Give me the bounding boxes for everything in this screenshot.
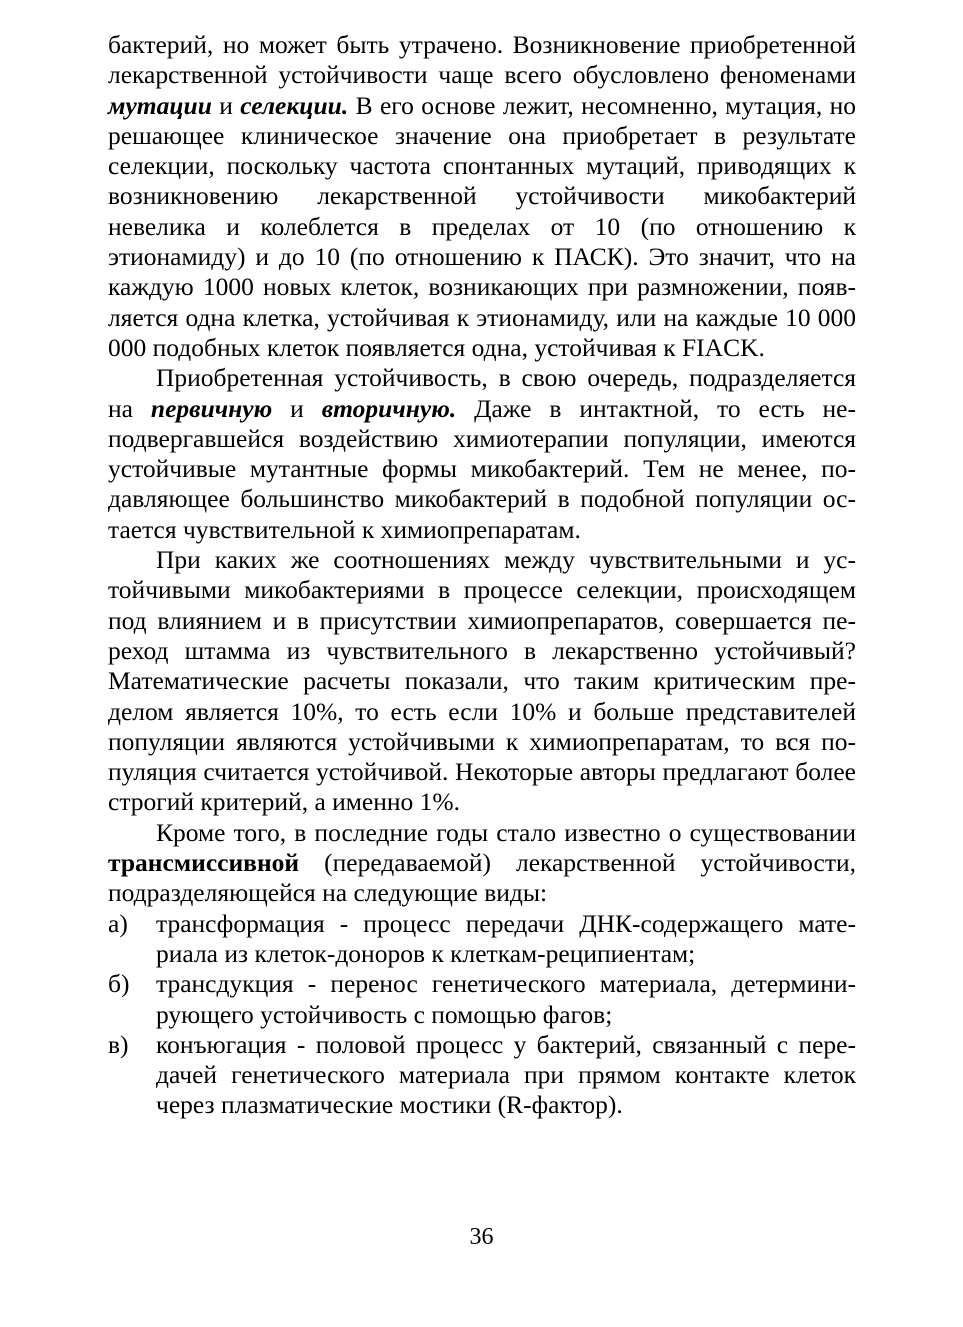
emphasis-term-selection: селекции. <box>240 90 349 120</box>
resistance-types-list <box>108 909 856 1121</box>
list-item <box>108 1030 856 1121</box>
list-item <box>108 969 856 1030</box>
emphasis-term-mutation: мутации <box>108 90 212 120</box>
paragraph-4 <box>108 818 856 909</box>
text-run: и <box>211 90 241 120</box>
text-run: Приобретенная устойчивость, в свою очередь, подразделяется на <box>108 363 856 423</box>
page-body <box>108 30 856 1121</box>
page-number: 36 <box>469 1224 494 1250</box>
text-run: Кроме того, в последние годы стало известно о существовании <box>156 817 856 847</box>
paragraph-3 <box>108 545 856 818</box>
body-text <box>108 30 856 1121</box>
paragraph-1 <box>108 30 856 363</box>
list-marker: б) <box>108 969 130 999</box>
text-run: Даже в интактной, то есть неподвергавшейся воздействию химиотерапии популяции, имеются устойчивые мутантные формы микобактерий. Тем не менее, подавляющее большинство микобактерий в подобной популяции остается чувствительной к химиопрепаратам. <box>108 393 856 544</box>
list-marker: в) <box>108 1029 129 1059</box>
emphasis-term-primary: первичную <box>150 393 273 423</box>
text-run: В его основе лежит, несомненно, мутация, но решающее клиническое значение она приобретает в результате селекции, поскольку частота спонтанных мутаций, приводящих к возникновению лекарственной устойчивости микобактерий невелика и колеблется в пределах от 10 (по отношению к этионамиду) и до 10 (по отношению к ПАСК). Это значит, что на каждую 1000 новых клеток, возникающих при размножении, появляется одна клетка, устойчивая к этионамиду, или на каждые 10 000 000 подобных клеток появляется одна, устойчивая к FIACK. <box>108 90 856 362</box>
emphasis-term-secondary: вторичную. <box>321 393 457 423</box>
text-run: (передаваемой) лекарственной устойчивости, подразделяющейся на следующие виды: <box>108 848 856 908</box>
text-run: бактерий, но может быть утрачено. Возникновение приобретенной лекарственной устойчивости чаще всего обусловлено феноменами <box>108 30 856 90</box>
list-item-text: трансформация - процесс передачи ДНК-содержащего материала из клеток-доноров к клеткам-реципиентам; <box>156 908 856 968</box>
text-run: и <box>272 393 322 423</box>
list-item-text: трансдукция - перенос генетического материала, детерминирующего устойчивость с помощью фагов; <box>156 969 856 1029</box>
list-item <box>108 909 856 970</box>
text-run: При каких же соотношениях между чувствительными и устойчивыми микобактериями в процессе селекции, происходящем под влиянием и в присутствии химиопрепаратов, совершается переход штамма из чувствительного в лекарственно устойчивый? Математические расчеты показали, что таким критическим пределом является 10%, то есть если 10% и больше представителей популяции являются устойчивыми к химиопрепаратам, то вся популяция считается устойчивой. Некоторые авторы предлагают более строгий критерий, а именно 1%. <box>108 545 856 817</box>
bold-term-transmissible: трансмиссивной <box>108 848 300 878</box>
list-item-text: конъюгация - половой процесс у бактерий, связанный с передачей генетического материала при прямом контакте клеток через плазматические мостики (R-фактор). <box>156 1029 856 1120</box>
list-marker: а) <box>108 908 128 938</box>
paragraph-2 <box>108 363 856 545</box>
